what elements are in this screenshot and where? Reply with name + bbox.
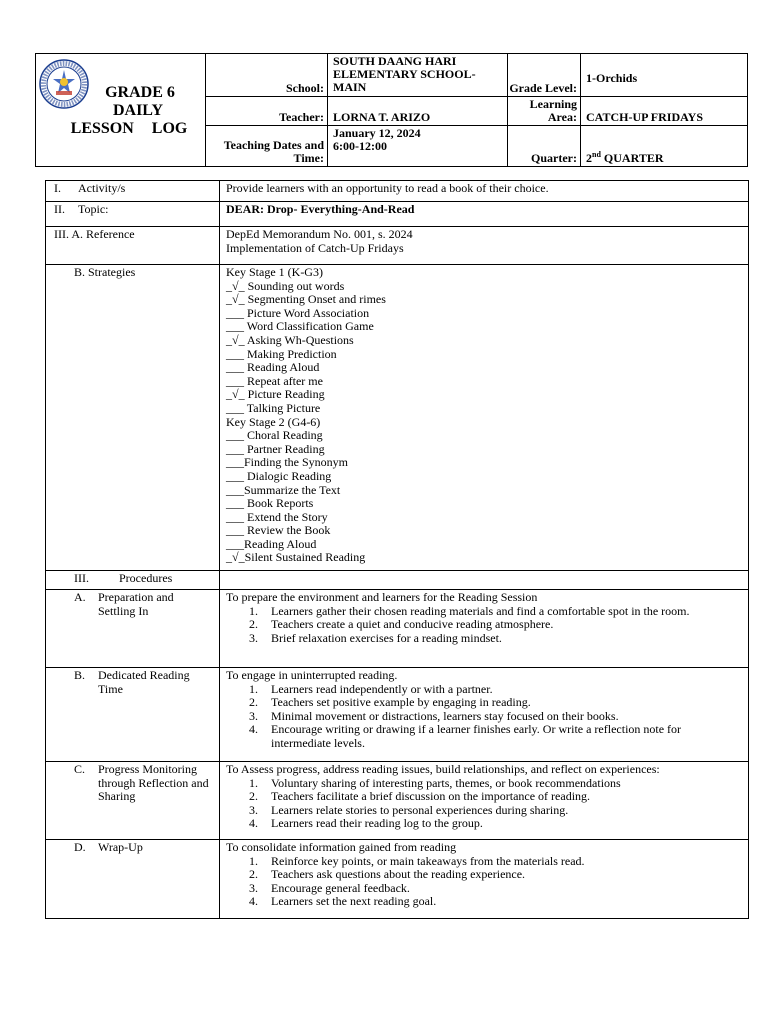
quarter-label: Quarter: [508, 126, 581, 167]
topic-value: DEAR: Drop- Everything-And-Read [220, 202, 749, 227]
procedures-empty-cell [220, 571, 749, 590]
strategy-item: ___Finding the Synonym [226, 455, 349, 470]
table-row [46, 840, 749, 919]
strategy-item: ___ Partner Reading [226, 441, 325, 456]
table-row [46, 762, 749, 840]
strategy-item: _√_ Segmenting Onset and rimes [226, 292, 386, 307]
procedure-intro: To engage in uninterrupted reading. [226, 668, 398, 682]
procedure-intro: To prepare the environment and learners for the Reading Session [226, 590, 538, 604]
strategy-item: ___ Repeat after me [226, 373, 323, 388]
strategy-item: ___ Extend the Story [226, 509, 328, 524]
strategies-label-cell: B. Strategies [46, 265, 220, 571]
list-item: 3. Encourage general feedback. [249, 880, 410, 895]
school-label: School: [206, 54, 328, 97]
strategy-item: ___ Making Prediction [226, 346, 337, 361]
school-value: SOUTH DAANG HARI ELEMENTARY SCHOOL-MAIN [328, 54, 508, 97]
date-text: January 12, 2024 [333, 126, 421, 140]
list-item: 4. Learners set the next reading goal. [249, 894, 437, 909]
strategy-item: Key Stage 1 (K-G3) [226, 265, 323, 279]
strategy-item: ___ Choral Reading [226, 428, 323, 443]
procedure-list [226, 855, 742, 909]
reference-value [220, 227, 749, 265]
list-item: 3. Brief relaxation exercises for a reading mindset. [249, 630, 502, 645]
procedure-list [226, 683, 742, 751]
procedure-intro: To consolidate information gained from reading [226, 840, 457, 854]
strategy-item: ___Reading Aloud [226, 536, 317, 551]
logo-title-cell [36, 54, 206, 167]
strategy-item: Key Stage 2 (G4-6) [226, 414, 321, 429]
reference-line: Implementation of Catch-Up Fridays [226, 240, 404, 255]
procedure-content [220, 668, 749, 762]
activity-label-cell: I. Activity/s [46, 181, 220, 202]
title-line: GRADE 6 [105, 84, 175, 101]
strategy-item: ___ Dialogic Reading [226, 468, 332, 483]
reference-label-cell: III. A. Reference [46, 227, 220, 265]
table-row [46, 668, 749, 762]
strategy-item: _√_ Sounding out words [226, 278, 345, 293]
table-row [46, 590, 749, 668]
procedure-content [220, 840, 749, 919]
strategy-item: _√_ Asking Wh-Questions [226, 332, 354, 347]
list-item: 3. Minimal movement or distractions, learners stay focused on their books. [249, 708, 619, 723]
table-row [46, 227, 749, 265]
topic-label-cell: II. Topic: [46, 202, 220, 227]
procedure-intro: To Assess progress, address reading issues, build relationships, and reflect on experiences: [226, 762, 660, 776]
strategy-item: ___ Reading Aloud [226, 360, 320, 375]
title-line: DAILY [112, 102, 164, 119]
table-row [46, 202, 749, 227]
list-item: 4. Learners read their reading log to the group. [249, 816, 483, 831]
procedure-label-cell: B. Dedicated Reading Time [46, 668, 220, 762]
teacher-value: LORNA T. ARIZO [328, 97, 508, 126]
table-row [46, 181, 749, 202]
list-item: 1. Reinforce key points, or main takeaways from the materials read. [249, 853, 585, 868]
strategy-item: ___Summarize the Text [226, 482, 341, 497]
procedure-content [220, 762, 749, 840]
procedure-content [220, 590, 749, 668]
quarter-value: 2nd QUARTER [581, 126, 748, 167]
procedure-label-cell: D. Wrap-Up [46, 840, 220, 919]
list-item: 1. Voluntary sharing of interesting parts, themes, or book recommendations [249, 775, 621, 790]
learning-area-value: CATCH-UP FRIDAYS [581, 97, 748, 126]
time-text: 6:00-12:00 [333, 139, 387, 153]
procedure-list [226, 605, 742, 646]
activity-value: Provide learners with an opportunity to read a book of their choice. [220, 181, 749, 202]
list-item: 1. Learners gather their chosen reading materials and find a comfortable spot in the room. [249, 603, 690, 618]
strategy-item: ___ Review the Book [226, 523, 331, 538]
list-item: 3. Learners relate stories to personal experiences during sharing. [249, 802, 569, 817]
list-item: 4. Encourage writing or drawing if a learner finishes early. Or write a reflection note for intermediate levels. [249, 722, 682, 750]
strategy-item: _√_ Picture Reading [226, 387, 325, 402]
procedures-label-cell: III. Procedures [46, 571, 220, 590]
lesson-table [45, 180, 749, 919]
procedure-label-cell: C. Progress Monitoring through Reflection and Sharing [46, 762, 220, 840]
strategy-item: ___ Talking Picture [226, 400, 321, 415]
grade-level-label: Grade Level: [508, 54, 581, 97]
strategy-item: ___ Picture Word Association [226, 305, 370, 320]
list-item: 1. Learners read independently or with a partner. [249, 681, 493, 696]
strategy-item: ___ Word Classification Game [226, 319, 374, 334]
list-item: 2. Teachers set positive example by engaging in reading. [249, 695, 531, 710]
header-table [35, 53, 748, 167]
strategy-item: ___ Book Reports [226, 496, 314, 511]
teaching-dates-label: Teaching Dates and Time: [206, 126, 328, 167]
procedure-label-cell: A. Preparation and Settling In [46, 590, 220, 668]
teacher-label: Teacher: [206, 97, 328, 126]
table-row [46, 571, 749, 590]
document-title [50, 84, 208, 138]
learning-area-label: Learning Area: [508, 97, 581, 126]
strategy-item: _√_Silent Sustained Reading [226, 550, 366, 565]
grade-level-value: 1-Orchids [581, 54, 748, 97]
reference-line: DepEd Memorandum No. 001, s. 2024 [226, 227, 413, 241]
list-item: 2. Teachers ask questions about the reading experience. [249, 867, 526, 882]
list-item: 2. Teachers create a quiet and conducive reading atmosphere. [249, 617, 554, 632]
teaching-dates-value [328, 126, 508, 167]
procedure-list [226, 777, 742, 831]
list-item: 2. Teachers facilitate a brief discussion on the importance of reading. [249, 789, 591, 804]
table-row [46, 265, 749, 571]
title-line: LESSON LOG [70, 120, 188, 137]
strategies-list [220, 265, 749, 571]
